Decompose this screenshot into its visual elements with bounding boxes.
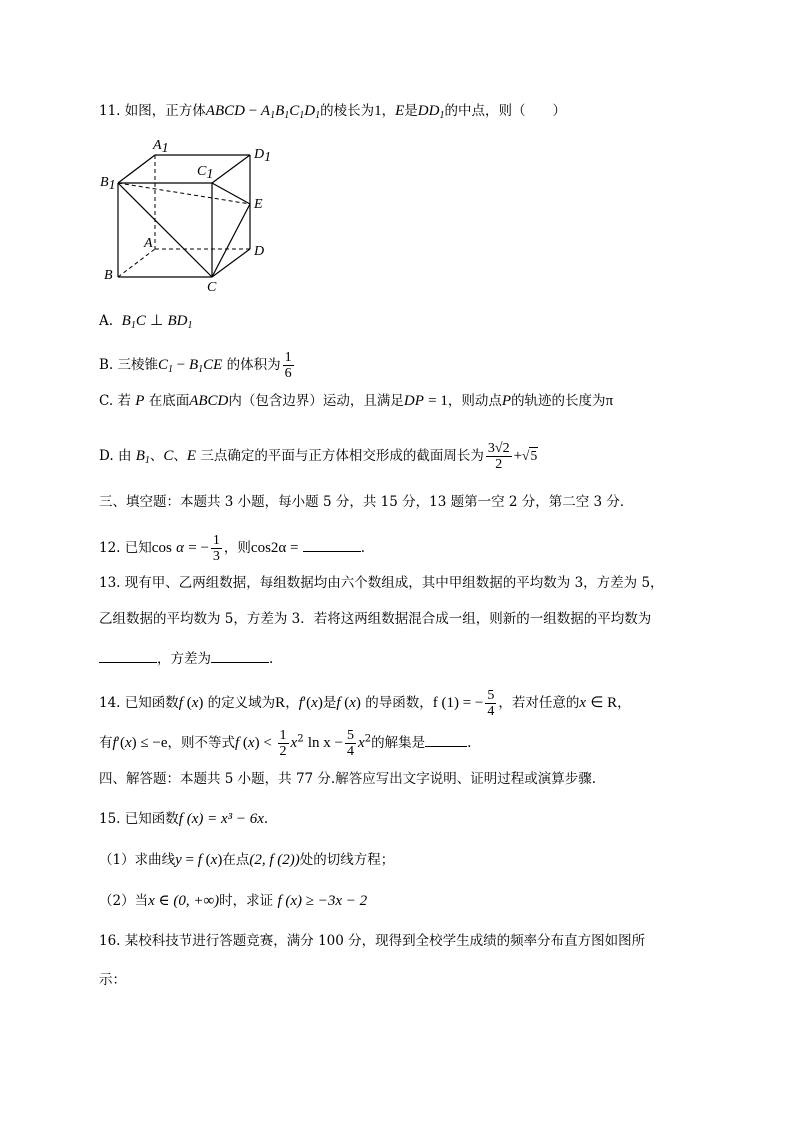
label-D: D — [254, 244, 265, 259]
q14-line2: 有f′(x) ≤ −e，则不等式f (x) < $\frac{1}{2}$ $x^2$ ln x − $\frac{5}{4}$ $x^2$的解集是 . — [99, 728, 472, 759]
fraction: $\frac{1}{2}$ — [279, 728, 287, 759]
q15-part1: （1）求曲线y = f (x)在点(2, f (2))处的切线方程； — [99, 852, 395, 868]
question-number: 13. — [99, 575, 121, 591]
option-b: B. 三棱锥$C_1 - B_1CE$ 的体积为 $\frac{1}{6}$ — [99, 350, 292, 381]
answer-blank[interactable] — [211, 648, 269, 663]
fraction: $\frac{5}{4}$ — [487, 688, 495, 719]
question-number: 14. — [99, 695, 121, 711]
q15: 15. 已知函数f (x) = x³ − 6x. — [99, 811, 269, 827]
label-C: C — [207, 280, 217, 295]
label-B: B — [104, 268, 113, 283]
q12: 12. 已知cos α = − $\frac{1}{3}$ ，则cos2α = . — [99, 533, 366, 564]
q13-line3: ，方差为 . — [99, 648, 273, 669]
label-A: A — [144, 236, 153, 251]
q13-line2: 乙组数据的平均数为 5，方差为 3．若将这两组数据混合成一组，则新的一组数据的平均数为 — [99, 611, 652, 627]
answer-blank[interactable] — [425, 732, 467, 747]
fraction: $\frac{1}{3}$ — [212, 533, 220, 564]
q14-line1: 14. 已知函数f (x) 的定义域为R，f′(x)是f (x) 的导函数，f (1) = − $\frac{5}{4}$ ，若对任意的x ∈ R， — [99, 688, 631, 719]
fraction: $\frac{5}{4}$ — [347, 728, 355, 759]
label-E: E — [254, 197, 263, 212]
question-number: 15. — [99, 811, 121, 827]
q16-line1: 16. 某校科技节进行答题竞赛，满分 100 分，现得到全校学生成绩的频率分布直方图如图所 — [99, 933, 646, 949]
option-a: A. $B_1C$ ⊥ $BD_1$ — [99, 313, 193, 331]
answer-blank[interactable] — [303, 537, 361, 552]
q13-line1: 13. 现有甲、乙两组数据，每组数据均由六个数组成，其中甲组数据的平均数为 3，方差为 5， — [99, 575, 664, 591]
fraction: $\frac{1}{6}$ — [284, 350, 292, 381]
question-number: 12. — [99, 540, 121, 556]
fraction: $\frac{3√2}{2}$ — [487, 441, 510, 472]
option-c: C. 若 P 在底面ABCD内（包含边界）运动，且满足DP = 1，则动点P的轨迹的长度为π — [99, 393, 614, 409]
question-number: 16. — [99, 933, 121, 949]
q16-line2: 示： — [99, 972, 126, 988]
label-B1: B1 — [100, 175, 116, 193]
answer-blank[interactable] — [99, 648, 157, 663]
label-A1: A1 — [153, 138, 169, 156]
label-C1: C1 — [197, 164, 214, 182]
option-d: D. 由 $B_1$、C、E 三点确定的平面与正方体相交形成的截面周长为 $\frac{3√2}{2}$ +√5 — [99, 441, 538, 472]
section-heading: 四、解答题：本题共 5 小题，共 77 分.解答应写出文字说明、证明过程或演算步骤. — [99, 771, 597, 787]
cube-figure — [98, 138, 288, 298]
q11-stem: 11. 如图，正方体ABCD − $A_1B_1C_1D_1$的棱长为1，E是$DD_1$的中点，则（ ） — [99, 103, 566, 121]
label-D1: D1 — [254, 147, 272, 165]
q15-part2: （2）当x ∈ (0, +∞)时，求证 f (x) ≥ −3x − 2 — [99, 893, 368, 909]
question-number: 11. — [99, 103, 121, 119]
section-heading: 三、填空题：本题共 3 小题，每小题 5 分，共 15 分，13 题第一空 2 分，第二空 3 分． — [99, 494, 634, 510]
